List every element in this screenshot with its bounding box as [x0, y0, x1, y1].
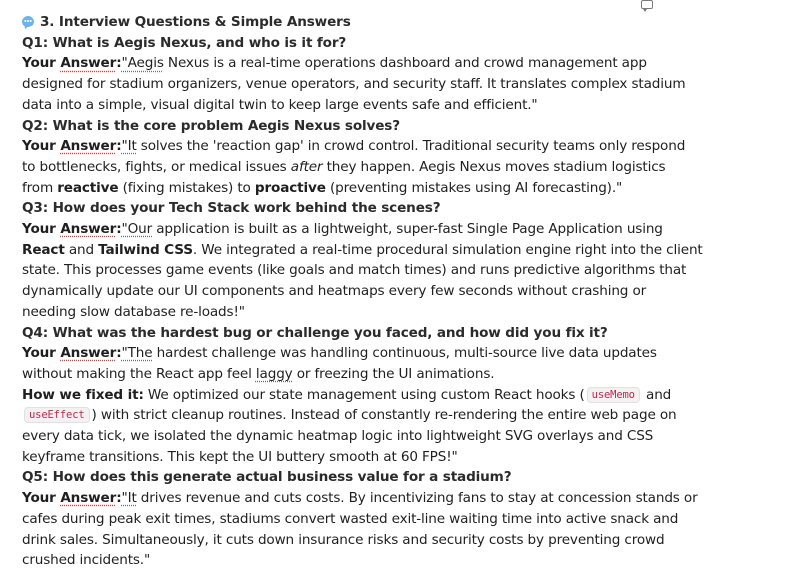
code-useeffect: useEffect [24, 407, 90, 423]
answer-label: Your Answer: [22, 345, 122, 362]
comment-icon[interactable] [641, 0, 653, 9]
answer-label: Your Answer: [22, 490, 122, 507]
answer-3-line-4: dynamically update our UI components and heatmaps every few seconds without crashing or [22, 283, 647, 300]
answer-1-line-1: Your Answer:"Aegis Nexus is a real-time operations dashboard and crowd management app [22, 55, 647, 72]
answer-label: Your Answer: [22, 138, 122, 155]
answer-label: Your Answer: [22, 221, 122, 238]
question-1: Q1: What is Aegis Nexus, and who is it for? [22, 34, 347, 51]
answer-5-line-3: drink sales. Simultaneously, it cuts down insurance risks and security costs by preventing crowd [22, 531, 665, 548]
answer-4-line-2: without making the React app feel laggy or freezing the UI animations. [22, 365, 495, 382]
question-3: Q3: How does your Tech Stack work behind the scenes? [22, 200, 441, 217]
fix-line-3: every data tick, we isolated the dynamic heatmap logic into lightweight SVG overlays and CSS [22, 428, 654, 445]
answer-5-line-1: Your Answer:"It drives revenue and cuts costs. By incentivizing fans to stay at concession stands or [22, 490, 698, 507]
answer-2-line-1: Your Answer:"It solves the 'reaction gap' in crowd control. Traditional security teams only respond [22, 138, 686, 155]
answer-1-line-3: data into a simple, visual digital twin to keep large events safe and efficient." [22, 96, 538, 113]
answer-4-line-1: Your Answer:"The hardest challenge was handling continuous, multi-source live data updates [22, 345, 657, 362]
answer-5-line-2: cafes during peak exit times, stadiums convert wasted exit-line waiting time into active snack and [22, 510, 679, 527]
fix-line-1: How we fixed it: We optimized our state management using custom React hooks ( useMemo and [22, 386, 672, 403]
answer-label: Your Answer: [22, 55, 122, 72]
question-5: Q5: How does this generate actual business value for a stadium? [22, 469, 512, 486]
answer-3-line-2: React and Tailwind CSS. We integrated a real-time procedural simulation engine right into the client [22, 241, 703, 258]
answer-5-line-4: crushed incidents." [22, 552, 151, 569]
answer-2-line-2: to bottlenecks, fights, or medical issues after they happen. Aegis Nexus moves stadium logistics [22, 158, 666, 175]
how-we-fixed-label: How we fixed it: [22, 386, 144, 403]
question-2: Q2: What is the core problem Aegis Nexus solves? [22, 117, 400, 134]
answer-2-line-3: from reactive (fixing mistakes) to proactive (preventing mistakes using AI forecasting)." [22, 179, 623, 196]
question-4: Q4: What was the hardest bug or challenge you faced, and how did you fix it? [22, 324, 608, 341]
code-usememo: useMemo [587, 387, 640, 403]
document-body [22, 12, 703, 571]
answer-3-line-5: needing slow database re-loads!" [22, 303, 245, 320]
section-title: 3. Interview Questions & Simple Answers [40, 14, 351, 30]
fix-line-2: useEffect ) with strict cleanup routines. Instead of constantly re-rendering the entire web page on [22, 405, 632, 426]
answer-3-line-1: Your Answer:"Our application is built as a lightweight, super-fast Single Page Application using [22, 221, 663, 238]
answer-1-line-2: designed for stadium organizers, venue operators, and security staff. It translates complex stadium [22, 76, 686, 93]
fix-line-4: keyframe transitions. This kept the UI buttery smooth at 60 FPS!" [22, 448, 458, 465]
speech-balloon-icon [22, 16, 34, 27]
section-heading [22, 12, 632, 33]
answer-3-line-3: state. This processes game events (like goals and match times) and runs predictive algorithms that [22, 262, 687, 279]
